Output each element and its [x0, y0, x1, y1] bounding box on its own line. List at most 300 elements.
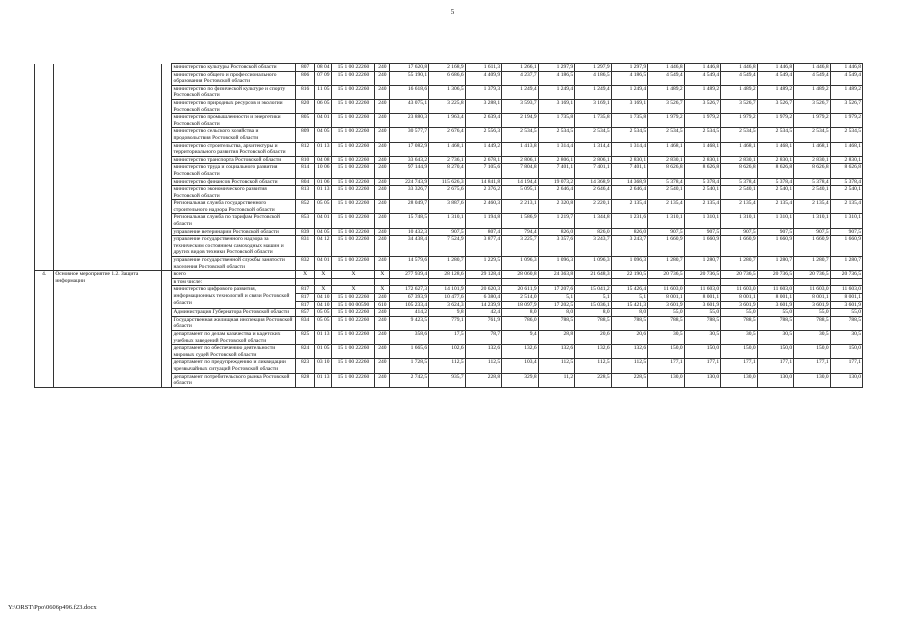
- code-cell: 806: [295, 71, 314, 85]
- empty-cell: [502, 278, 539, 286]
- code-cell: 812: [295, 142, 314, 156]
- amount-cell: 358,6: [390, 330, 429, 344]
- empty-cell: [575, 278, 612, 286]
- amount-cell: 2 534,5: [611, 128, 648, 142]
- table-row: [35, 128, 863, 142]
- amount-cell: 17 202,5: [538, 301, 575, 309]
- amount-cell: 97 144,9: [390, 164, 429, 178]
- measure-cell: [54, 236, 161, 257]
- amount-cell: 1 489,2: [794, 85, 831, 99]
- amount-cell: 1 096,3: [502, 257, 539, 271]
- table-row: [35, 257, 863, 271]
- code-cell: 15 1 00 22260: [332, 186, 375, 200]
- amount-cell: 2 556,3: [465, 128, 502, 142]
- amount-cell: 3 243,7: [575, 236, 612, 257]
- amount-cell: 55,0: [684, 309, 721, 317]
- amount-cell: 1 489,2: [830, 85, 862, 99]
- amount-cell: 30,5: [648, 330, 685, 344]
- code-cell: 853: [295, 214, 314, 228]
- amount-cell: 20 736,5: [684, 271, 721, 279]
- amount-cell: 33 326,7: [390, 186, 429, 200]
- code-cell: 813: [295, 186, 314, 200]
- empty-cell: [611, 278, 648, 286]
- amount-cell: 5 378,4: [830, 178, 862, 186]
- item-number-cell: [35, 64, 54, 72]
- amount-cell: 17 620,8: [390, 64, 429, 72]
- amount-cell: 15 748,5: [390, 214, 429, 228]
- code-cell: 10 06: [315, 164, 332, 178]
- executor-name: Региональная служба по тарифам Ростовской области: [172, 214, 296, 228]
- code-cell: 01 13: [315, 373, 332, 387]
- amount-cell: 1 379,3: [465, 85, 502, 99]
- executor-name: министерство природных ресурсов и экологии Ростовской области: [172, 99, 296, 113]
- amount-cell: 15 426,4: [611, 286, 648, 294]
- amount-cell: 1 489,2: [757, 85, 794, 99]
- code-cell: 240: [375, 186, 390, 200]
- amount-cell: 1 297,9: [611, 64, 648, 72]
- item-number-cell: [35, 99, 54, 113]
- executor-name: министерство по физической культуре и спорту Ростовской области: [172, 85, 296, 99]
- amount-cell: 1 266,1: [502, 64, 539, 72]
- amount-cell: 1 249,4: [575, 85, 612, 99]
- executor-name: Администрация Губернатора Ростовской области: [172, 309, 296, 317]
- amount-cell: 907,5: [794, 228, 831, 236]
- amount-cell: 15 041,2: [575, 286, 612, 294]
- code-cell: 04 08: [315, 156, 332, 164]
- amount-cell: 1 735,8: [575, 114, 612, 128]
- table-row: [35, 99, 863, 113]
- code-cell: 240: [375, 99, 390, 113]
- amount-cell: 30,5: [757, 330, 794, 344]
- code-cell: 01 06: [315, 178, 332, 186]
- code-cell: X: [375, 271, 390, 279]
- amount-cell: 4 186,5: [575, 71, 612, 85]
- amount-cell: 1 310,1: [757, 214, 794, 228]
- item-number-cell: [35, 85, 54, 99]
- amount-cell: 1 586,9: [502, 214, 539, 228]
- amount-cell: 130,0: [757, 373, 794, 387]
- amount-cell: 1 310,1: [429, 214, 466, 228]
- amount-cell: 3 601,9: [648, 301, 685, 309]
- amount-cell: 3 624,3: [429, 301, 466, 309]
- amount-cell: 14 579,6: [390, 257, 429, 271]
- amount-cell: 177,1: [648, 359, 685, 373]
- item-number-cell: [35, 128, 54, 142]
- amount-cell: 8 270,4: [429, 164, 466, 178]
- table-row: [35, 228, 863, 236]
- amount-cell: 1 280,7: [794, 257, 831, 271]
- item-number-cell: [35, 71, 54, 85]
- empty-cell: [830, 278, 862, 286]
- amount-cell: 1 219,7: [538, 214, 575, 228]
- amount-cell: 20 736,5: [794, 271, 831, 279]
- amount-cell: 5 378,4: [684, 178, 721, 186]
- amount-cell: 150,0: [757, 345, 794, 359]
- amount-cell: 34 438,4: [390, 236, 429, 257]
- code-cell: X: [332, 286, 375, 294]
- code-cell: 15 1 00 22260: [332, 330, 375, 344]
- amount-cell: 761,9: [465, 316, 502, 330]
- table-row-total: [35, 271, 863, 279]
- amount-cell: 2 742,5: [390, 373, 429, 387]
- measure-cell: [54, 156, 161, 164]
- amount-cell: 1 979,2: [794, 114, 831, 128]
- amount-cell: 7 524,9: [429, 236, 466, 257]
- amount-cell: 3 526,7: [794, 99, 831, 113]
- item-number-cell: [35, 142, 54, 156]
- amount-cell: 1 489,2: [721, 85, 758, 99]
- code-cell: 15 1 00 22260: [332, 114, 375, 128]
- amount-cell: 10 477,6: [429, 294, 466, 302]
- item-number-cell: [35, 228, 54, 236]
- table-row: [35, 178, 863, 186]
- amount-cell: 3 877,4: [465, 236, 502, 257]
- code-cell: 240: [375, 156, 390, 164]
- code-cell: 15 1 00 22260: [332, 64, 375, 72]
- code-cell: X: [332, 271, 375, 279]
- amount-cell: 2 646,4: [611, 186, 648, 200]
- amount-cell: 7 401,1: [575, 164, 612, 178]
- amount-cell: 2 534,5: [648, 128, 685, 142]
- item-number-cell: [35, 156, 54, 164]
- executor-name: министерство общего и профессионального образования Ростовской области: [172, 71, 296, 85]
- code-cell: 01 13: [315, 330, 332, 344]
- amount-cell: 112,5: [611, 359, 648, 373]
- spacer-cell: [161, 85, 172, 99]
- amount-cell: 1 310,1: [648, 214, 685, 228]
- amount-cell: 9,8: [429, 309, 466, 317]
- executor-name: министерство транспорта Ростовской области: [172, 156, 296, 164]
- code-cell: 15 1 00 22260: [332, 142, 375, 156]
- code-cell: 15 1 00 22260: [332, 228, 375, 236]
- amount-cell: 1 314,4: [611, 142, 648, 156]
- table-row: [35, 64, 863, 72]
- amount-cell: 1 446,8: [830, 64, 862, 72]
- amount-cell: 2 534,5: [575, 128, 612, 142]
- amount-cell: 78,7: [465, 330, 502, 344]
- amount-cell: 55,0: [757, 309, 794, 317]
- amount-cell: 21 648,3: [575, 271, 612, 279]
- amount-cell: 1 314,4: [538, 142, 575, 156]
- amount-cell: 3 601,9: [684, 301, 721, 309]
- code-cell: 805: [295, 114, 314, 128]
- amount-cell: 2 135,4: [757, 200, 794, 214]
- amount-cell: 1 096,3: [575, 257, 612, 271]
- amount-cell: 132,6: [575, 345, 612, 359]
- amount-cell: 5,1: [575, 294, 612, 302]
- amount-cell: 17 207,6: [538, 286, 575, 294]
- amount-cell: 19 073,2: [538, 178, 575, 186]
- amount-cell: 1 249,4: [538, 85, 575, 99]
- amount-cell: 1 310,1: [721, 214, 758, 228]
- spacer-cell: [161, 128, 172, 142]
- amount-cell: 172 627,3: [390, 286, 429, 294]
- amount-cell: 2 540,1: [684, 186, 721, 200]
- amount-cell: 3 526,7: [684, 99, 721, 113]
- executor-name: министерство промышленности и энергетики Ростовской области: [172, 114, 296, 128]
- empty-cell: [315, 278, 332, 286]
- executor-name: министерство экономического развития Ростовской области: [172, 186, 296, 200]
- amount-cell: 2 534,5: [794, 128, 831, 142]
- amount-cell: 907,5: [830, 228, 862, 236]
- amount-cell: 1 979,2: [830, 114, 862, 128]
- amount-cell: 15 036,1: [575, 301, 612, 309]
- amount-cell: 7 401,1: [538, 164, 575, 178]
- measure-cell: [54, 200, 161, 214]
- code-cell: 240: [375, 309, 390, 317]
- amount-cell: 1 249,4: [611, 85, 648, 99]
- code-cell: 05 05: [315, 309, 332, 317]
- amount-cell: 1 229,5: [465, 257, 502, 271]
- spacer-cell: [161, 228, 172, 236]
- amount-cell: 1 446,8: [757, 64, 794, 72]
- amount-cell: 1 446,8: [648, 64, 685, 72]
- code-cell: 04 01: [315, 257, 332, 271]
- amount-cell: 105 233,4: [390, 301, 429, 309]
- amount-cell: 1 446,8: [684, 64, 721, 72]
- amount-cell: 4 549,4: [794, 71, 831, 85]
- amount-cell: 8 626,8: [648, 164, 685, 178]
- amount-cell: 15 421,3: [611, 301, 648, 309]
- table-row: [35, 71, 863, 85]
- amount-cell: 2 736,1: [429, 156, 466, 164]
- code-cell: 240: [375, 214, 390, 228]
- amount-cell: 788,5: [648, 316, 685, 330]
- measure-cell: [54, 99, 161, 113]
- amount-cell: 7 105,6: [465, 164, 502, 178]
- amount-cell: 1 306,5: [429, 85, 466, 99]
- amount-cell: 20 736,5: [830, 271, 862, 279]
- amount-cell: 1 096,3: [538, 257, 575, 271]
- code-cell: 15 1 00 22260: [332, 178, 375, 186]
- amount-cell: 5,1: [611, 294, 648, 302]
- amount-cell: 18 097,9: [502, 301, 539, 309]
- code-cell: 240: [375, 200, 390, 214]
- amount-cell: 1 297,9: [575, 64, 612, 72]
- measure-cell: [54, 228, 161, 236]
- code-cell: 15 1 00 22260: [332, 236, 375, 257]
- code-cell: 15 1 00 00590: [332, 301, 375, 309]
- amount-cell: 8 626,8: [684, 164, 721, 178]
- amount-cell: 788,5: [538, 316, 575, 330]
- amount-cell: 2 678,1: [465, 156, 502, 164]
- code-cell: 01 05: [315, 345, 332, 359]
- amount-cell: 2 540,1: [794, 186, 831, 200]
- amount-cell: 22 190,5: [611, 271, 648, 279]
- amount-cell: 115 626,3: [429, 178, 466, 186]
- code-cell: 828: [295, 373, 314, 387]
- measure-cell: [54, 178, 161, 186]
- amount-cell: 2 675,6: [429, 186, 466, 200]
- amount-cell: 14 368,9: [575, 178, 612, 186]
- code-cell: 07 09: [315, 71, 332, 85]
- code-cell: 15 1 00 22260: [332, 257, 375, 271]
- executor-name: министерство строительства, архитектуры и территориального развития Ростовской области: [172, 142, 296, 156]
- amount-cell: 228,5: [611, 373, 648, 387]
- amount-cell: 1 314,4: [575, 142, 612, 156]
- amount-cell: 2 830,1: [757, 156, 794, 164]
- amount-cell: 1 979,2: [648, 114, 685, 128]
- amount-cell: 2 646,4: [575, 186, 612, 200]
- amount-cell: 4 549,4: [757, 71, 794, 85]
- amount-cell: 20 611,9: [502, 286, 539, 294]
- amount-cell: 2 135,4: [684, 200, 721, 214]
- spacer-cell: [161, 71, 172, 85]
- amount-cell: 5 378,4: [648, 178, 685, 186]
- amount-cell: 16 618,6: [390, 85, 429, 99]
- amount-cell: 112,5: [538, 359, 575, 373]
- amount-cell: 1 344,8: [575, 214, 612, 228]
- amount-cell: 1 280,7: [429, 257, 466, 271]
- table-row: [35, 85, 863, 99]
- code-cell: 831: [295, 236, 314, 257]
- item-number-cell: [35, 178, 54, 186]
- spacer-cell: [161, 178, 172, 186]
- amount-cell: 228,8: [465, 373, 502, 387]
- amount-cell: 414,2: [390, 309, 429, 317]
- amount-cell: 8,0: [575, 309, 612, 317]
- code-cell: 11 05: [315, 85, 332, 99]
- code-cell: 240: [375, 164, 390, 178]
- code-cell: X: [315, 286, 332, 294]
- amount-cell: 1 660,9: [794, 236, 831, 257]
- item-number-cell: [35, 114, 54, 128]
- executor-name: министерство труда и социального развития Ростовской области: [172, 164, 296, 178]
- amount-cell: 1 660,9: [757, 236, 794, 257]
- amount-cell: 2 830,1: [684, 156, 721, 164]
- code-cell: 15 1 00 22260: [332, 128, 375, 142]
- amount-cell: 788,5: [575, 316, 612, 330]
- amount-cell: 5 378,4: [794, 178, 831, 186]
- total-label: всего: [172, 271, 296, 279]
- amount-cell: 23 880,3: [390, 114, 429, 128]
- amount-cell: 329,8: [502, 373, 539, 387]
- amount-cell: 2 376,2: [465, 186, 502, 200]
- empty-cell: [684, 278, 721, 286]
- executor-name: управление ветеринарии Ростовской области: [172, 228, 296, 236]
- spacer-cell: [161, 99, 172, 113]
- amount-cell: 103,4: [502, 359, 539, 373]
- amount-cell: 10 432,3: [390, 228, 429, 236]
- amount-cell: 2 830,1: [721, 156, 758, 164]
- amount-cell: 2 534,5: [684, 128, 721, 142]
- amount-cell: 17 082,9: [390, 142, 429, 156]
- page-number: 5: [450, 8, 455, 16]
- amount-cell: 779,1: [429, 316, 466, 330]
- code-cell: 240: [375, 178, 390, 186]
- amount-cell: 3 243,7: [611, 236, 648, 257]
- amount-cell: 11 603,0: [757, 286, 794, 294]
- amount-cell: 11 603,0: [794, 286, 831, 294]
- amount-cell: 1 735,8: [611, 114, 648, 128]
- amount-cell: 1 660,9: [830, 236, 862, 257]
- item-number-cell: [35, 186, 54, 200]
- amount-cell: 2 534,5: [538, 128, 575, 142]
- executor-name: Региональная служба государственного строительного надзора Ростовской области: [172, 200, 296, 214]
- measure-cell: [54, 71, 161, 85]
- code-cell: 240: [375, 128, 390, 142]
- amount-cell: 1 310,1: [794, 214, 831, 228]
- amount-cell: 43 075,1: [390, 99, 429, 113]
- amount-cell: 788,5: [830, 316, 862, 330]
- code-cell: 15 1 00 22260: [332, 359, 375, 373]
- spacer-cell: [161, 257, 172, 271]
- spacer-cell: [161, 236, 172, 257]
- amount-cell: 28 049,7: [390, 200, 429, 214]
- amount-cell: 3 526,7: [830, 99, 862, 113]
- amount-cell: 2 460,3: [465, 200, 502, 214]
- code-cell: 610: [375, 301, 390, 309]
- table-row: [35, 214, 863, 228]
- item-number-cell: [35, 164, 54, 178]
- item-number-cell: [35, 257, 54, 271]
- amount-cell: 1 468,1: [684, 142, 721, 156]
- amount-cell: 177,1: [794, 359, 831, 373]
- amount-cell: 5 378,4: [721, 178, 758, 186]
- amount-cell: 3 601,9: [830, 301, 862, 309]
- code-cell: 240: [375, 142, 390, 156]
- amount-cell: 2 194,9: [502, 114, 539, 128]
- amount-cell: 9 423,5: [390, 316, 429, 330]
- code-cell: 820: [295, 99, 314, 113]
- code-cell: 240: [375, 85, 390, 99]
- amount-cell: 6 686,6: [429, 71, 466, 85]
- amount-cell: 30,5: [830, 330, 862, 344]
- amount-cell: 30,5: [794, 330, 831, 344]
- table-row: [35, 164, 863, 178]
- code-cell: 240: [375, 114, 390, 128]
- amount-cell: 788,5: [721, 316, 758, 330]
- section-title: Основное мероприятие 1.2. Защита информации: [54, 271, 161, 388]
- amount-cell: 794,4: [502, 228, 539, 236]
- executor-name: департамент по делам казачества и кадетских учебных заведений Ростовской области: [172, 330, 296, 344]
- spacer-cell: [161, 64, 172, 72]
- empty-cell: [429, 278, 466, 286]
- amount-cell: 1 449,2: [465, 142, 502, 156]
- code-cell: 824: [295, 345, 314, 359]
- amount-cell: 4 549,4: [684, 71, 721, 85]
- amount-cell: 8 001,1: [648, 294, 685, 302]
- amount-cell: 132,6: [538, 345, 575, 359]
- amount-cell: 3 169,1: [575, 99, 612, 113]
- code-cell: 240: [375, 345, 390, 359]
- amount-cell: 55,0: [648, 309, 685, 317]
- code-cell: 240: [375, 373, 390, 387]
- amount-cell: 1 231,6: [611, 214, 648, 228]
- amount-cell: 11 603,0: [684, 286, 721, 294]
- amount-cell: 4 409,9: [465, 71, 502, 85]
- amount-cell: 4 186,5: [611, 71, 648, 85]
- amount-cell: 224 743,9: [390, 178, 429, 186]
- spacer-cell: [161, 186, 172, 200]
- amount-cell: 1 280,7: [648, 257, 685, 271]
- amount-cell: 11,2: [538, 373, 575, 387]
- amount-cell: 14 194,4: [502, 178, 539, 186]
- code-cell: 15 1 00 22260: [332, 345, 375, 359]
- amount-cell: 1 979,2: [684, 114, 721, 128]
- amount-cell: 8 001,1: [684, 294, 721, 302]
- amount-cell: 20 736,5: [648, 271, 685, 279]
- amount-cell: 3 225,8: [429, 99, 466, 113]
- amount-cell: 14 239,9: [465, 301, 502, 309]
- amount-cell: 17,5: [429, 330, 466, 344]
- amount-cell: 28,8: [538, 330, 575, 344]
- executor-name: департамент по предупреждению и ликвидации чрезвычайных ситуаций Ростовской области: [172, 359, 296, 373]
- amount-cell: 112,5: [429, 359, 466, 373]
- amount-cell: 807,4: [465, 228, 502, 236]
- amount-cell: 788,5: [684, 316, 721, 330]
- code-cell: 807: [295, 64, 314, 72]
